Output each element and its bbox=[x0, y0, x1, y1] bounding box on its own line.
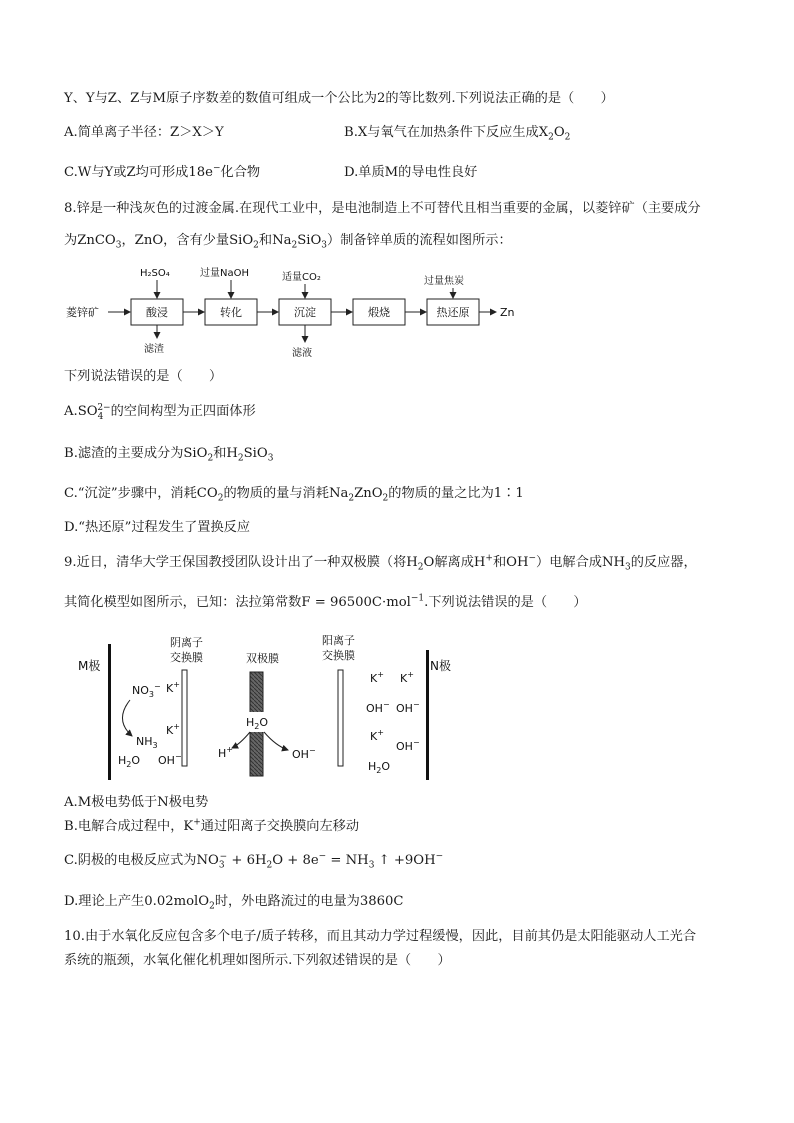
m-electrode bbox=[108, 644, 111, 780]
reagent-co2: 适量CO₂ bbox=[282, 272, 321, 283]
flow-step-precipitate: 沉淀 bbox=[294, 306, 316, 319]
reagent-naoh: 过量NaOH bbox=[200, 268, 249, 279]
flow-step-calcine: 煅烧 bbox=[368, 306, 390, 319]
q7-stem: Y、Y与Z、Z与M原子序数差的数值可组成一个公比为2的等比数列.下列说法正确的是（ ） bbox=[64, 91, 614, 106]
flow-step-convert: 转化 bbox=[220, 306, 242, 319]
species-oh: OH− bbox=[292, 746, 316, 761]
n-electrode bbox=[426, 650, 429, 780]
q10-stem-line2: 系统的瓶颈，水氧化催化机理如图所示.下列叙述错误的是（ ） bbox=[64, 953, 451, 968]
q7-option-a: A.简单离子半径：Z＞X＞Y bbox=[64, 125, 224, 140]
q9-option-d: D.理论上产生0.02molO$_2$时，外电路流过的电量为3860C bbox=[64, 894, 404, 912]
q9-stem-line1: 9.近日，清华大学王保国教授团队设计出了一种双极膜（将$H_2O$解离成H+和OH−）电解合成$NH_3$的反应器， bbox=[64, 553, 697, 573]
output-filtrate: 滤液 bbox=[292, 348, 312, 359]
q9-stem-line2: 其简化模型如图所示，已知：法拉第常数F = 96500C·mol$^{-1}$.下列说法错误的是（ ） bbox=[64, 593, 587, 610]
m-pole-label: M极 bbox=[78, 659, 101, 673]
q10-stem-line1: 10.由于水氧化反应包含多个电子/质子转移，而且其动力学过程缓慢，因此，目前其仍是太阳能驱动人工光合 bbox=[64, 929, 697, 944]
reduction-arrow bbox=[122, 700, 132, 736]
q7-option-c: C.W与Y或Z均可形成18e−化合物 bbox=[64, 163, 261, 180]
flow-step-thermal-reduce: 热还原 bbox=[436, 306, 470, 319]
species-oh: OH− bbox=[396, 700, 420, 715]
species-k-plus: K+ bbox=[400, 670, 414, 685]
species-oh: OH− bbox=[158, 752, 182, 767]
bipolar-membrane-label: 双极膜 bbox=[246, 652, 279, 665]
species-no3: $NO_3^-$ bbox=[132, 682, 161, 699]
q8-option-d: D.“热还原”过程发生了置换反应 bbox=[64, 520, 251, 535]
q8-option-c: C.“沉淀”步骤中，消耗$CO_2$的物质的量与消耗$Na_2ZnO_2$的物质的量之比为1∶1 bbox=[64, 486, 524, 504]
n-pole-label: N极 bbox=[430, 659, 451, 673]
species-oh: OH− bbox=[396, 738, 420, 753]
cation-membrane-label-1: 阳离子 bbox=[322, 634, 355, 647]
flow-output-label: Zn bbox=[500, 306, 515, 319]
proton-arrow bbox=[232, 732, 250, 748]
q7-option-d: D.单质M的导电性良好 bbox=[344, 165, 478, 180]
species-k-plus: K+ bbox=[166, 722, 180, 737]
cation-membrane-label-2: 交换膜 bbox=[322, 649, 355, 662]
anion-membrane-label-1: 阴离子 bbox=[170, 636, 203, 649]
q9-option-a: A.M极电势低于N极电势 bbox=[64, 795, 209, 810]
reagent-coke: 过量焦炭 bbox=[424, 276, 464, 287]
species-h2o: $H_2O$ bbox=[118, 754, 141, 769]
species-h2o: $H_2O$ bbox=[368, 760, 391, 775]
q9-option-b: B.电解合成过程中，K+通过阳离子交换膜向左移动 bbox=[64, 817, 360, 834]
output-residue: 滤渣 bbox=[144, 344, 164, 355]
bipolar-membrane-diagram bbox=[70, 632, 470, 784]
q8-option-a: $A.SO_4^{2-}$的空间构型为正四面体形 bbox=[64, 402, 256, 422]
q9-option-c: C.阴极的电极反应式为$NO_3^- + 6H_2O + 8e^- = NH_3$ ↑ +9OH− bbox=[64, 851, 444, 871]
cation-exchange-membrane bbox=[338, 670, 343, 766]
q8-stem-line1: 8.锌是一种浅灰色的过渡金属.在现代工业中，是电池制造上不可替代且相当重要的金属，以菱锌矿（主要成分 bbox=[64, 201, 701, 216]
q8-stem-line2: 为ZnCO$_3$，ZnO，含有少量SiO$_2$和$Na_2SiO_3$）制备锌单质的流程如图所示： bbox=[64, 233, 512, 251]
reagent-h2so4: H₂SO₄ bbox=[140, 268, 170, 279]
anion-membrane-label-2: 交换膜 bbox=[170, 651, 203, 664]
species-k-plus: K+ bbox=[370, 728, 384, 743]
anion-exchange-membrane bbox=[182, 670, 187, 766]
species-h-plus: H+ bbox=[218, 745, 233, 760]
species-h2o: $H_2O$ bbox=[246, 716, 269, 731]
species-k-plus: K+ bbox=[166, 680, 180, 695]
species-nh3: $NH_3$ bbox=[136, 735, 158, 750]
species-k-plus: K+ bbox=[370, 670, 384, 685]
flow-step-acid-leach: 酸浸 bbox=[146, 306, 168, 319]
zinc-process-flowchart bbox=[60, 262, 530, 362]
q8-option-b: B.滤渣的主要成分为SiO$_2$和$H_2SiO_3$ bbox=[64, 446, 274, 464]
hydroxide-arrow bbox=[264, 732, 288, 750]
q7-option-b: B.X与氧气在加热条件下反应生成$X_2O_2$ bbox=[344, 125, 571, 143]
q8-ask: 下列说法错误的是（ ） bbox=[64, 369, 223, 384]
species-oh: OH− bbox=[366, 700, 390, 715]
flow-input-label: 菱锌矿 bbox=[66, 306, 99, 319]
